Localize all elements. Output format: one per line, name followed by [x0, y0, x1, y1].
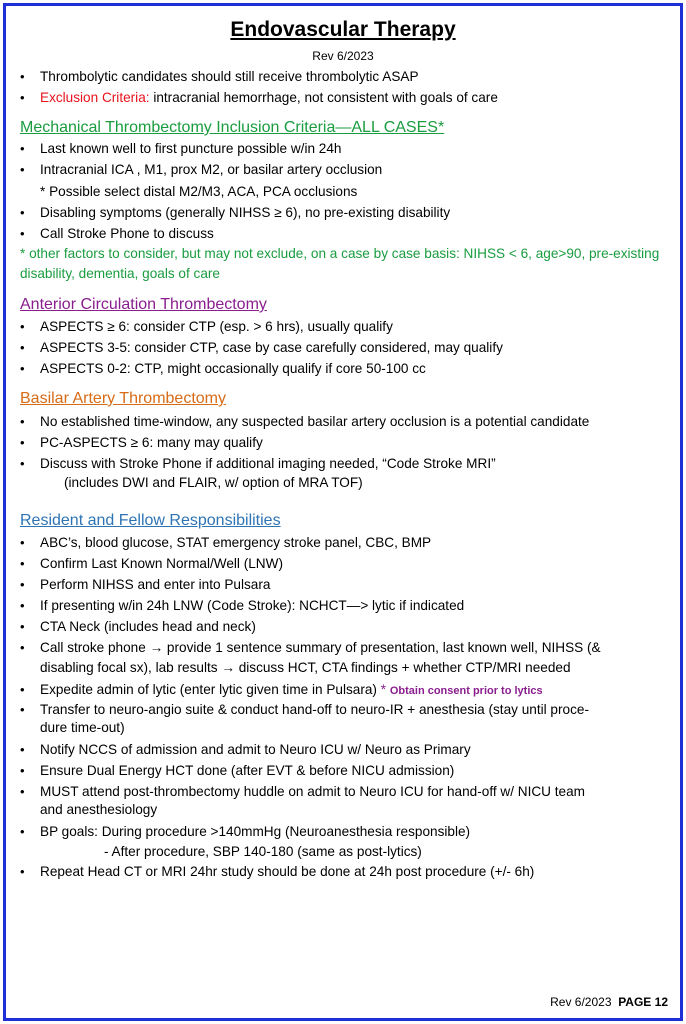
resident-item-continued: - After procedure, SBP 140-180 (same as post-lytics) [104, 844, 422, 859]
bullet-icon: • [20, 864, 25, 879]
bullet-icon: • [20, 784, 25, 799]
mech-item: Last known well to first puncture possible w/in 24h [40, 141, 342, 156]
bullet-icon: • [20, 456, 25, 471]
resident-item: CTA Neck (includes head and neck) [40, 619, 256, 634]
section-heading-mechanical: Mechanical Thrombectomy Inclusion Criteria—ALL CASES* [20, 119, 445, 136]
bullet-icon: • [20, 69, 25, 84]
bullet-icon: • [20, 205, 25, 220]
page-title: Endovascular Therapy [230, 18, 456, 41]
resident-item: Notify NCCS of admission and admit to Neuro ICU w/ Neuro as Primary [40, 742, 471, 757]
bullet-icon: • [20, 361, 25, 376]
bullet-icon: • [20, 598, 25, 613]
mech-item: Disabling symptoms (generally NIHSS ≥ 6), no pre-existing disability [40, 205, 451, 220]
bullet-icon: • [20, 162, 25, 177]
bullet-icon: • [20, 226, 25, 241]
bullet-icon: • [20, 319, 25, 334]
page-number: PAGE 12 [618, 995, 668, 1009]
bullet-icon: • [20, 763, 25, 778]
basilar-item: Discuss with Stroke Phone if additional imaging needed, “Code Stroke MRI” [40, 456, 496, 471]
resident-item: Repeat Head CT or MRI 24hr study should be done at 24h post procedure (+/- 6h) [40, 864, 535, 879]
section-heading-basilar: Basilar Artery Thrombectomy [20, 390, 226, 407]
basilar-item-continued: (includes DWI and FLAIR, w/ option of MRA TOF) [64, 475, 363, 490]
bullet-icon: • [20, 824, 25, 839]
bullet-icon: • [20, 141, 25, 156]
resident-item: Ensure Dual Energy HCT done (after EVT & before NICU admission) [40, 763, 455, 778]
asterisk-icon: * [380, 682, 390, 697]
anterior-item: ASPECTS 0-2: CTP, might occasionally qualify if core 50-100 cc [40, 361, 426, 376]
anterior-item: ASPECTS 3-5: consider CTP, case by case carefully considered, may qualify [40, 340, 503, 355]
bullet-icon: • [20, 340, 25, 355]
resident-item: MUST attend post-thrombectomy huddle on admit to Neuro ICU for hand-off w/ NICU team [40, 784, 585, 799]
bullet-icon: • [20, 577, 25, 592]
bullet-icon: • [20, 535, 25, 550]
section-heading-anterior: Anterior Circulation Thrombectomy [20, 296, 267, 313]
resident-item: BP goals: During procedure >140mmHg (Neuroanesthesia responsible) [40, 824, 471, 839]
anterior-item: ASPECTS ≥ 6: consider CTP (esp. > 6 hrs), usually qualify [40, 319, 393, 334]
resident-item: Confirm Last Known Normal/Well (LNW) [40, 556, 283, 571]
resident-item: ABC’s, blood glucose, STAT emergency stroke panel, CBC, BMP [40, 535, 432, 550]
revision-date: Rev 6/2023 [312, 49, 374, 63]
exclusion-label: Exclusion Criteria: [40, 90, 150, 105]
basilar-item: PC-ASPECTS ≥ 6: many may qualify [40, 435, 263, 450]
mech-subitem: * Possible select distal M2/M3, ACA, PCA occlusions [40, 184, 358, 199]
consent-note: Obtain consent prior to lytics [389, 685, 543, 697]
resident-item: Transfer to neuro-angio suite & conduct hand-off to neuro-IR + anesthesia (stay until proce- [40, 702, 589, 717]
footer-rev: Rev 6/2023 [550, 995, 612, 1009]
resident-item-continued: dure time-out) [40, 720, 125, 735]
bullet-icon: • [20, 640, 25, 655]
bullet-icon: • [20, 619, 25, 634]
resident-item: If presenting w/in 24h LNW (Code Stroke): NCHCT—> lytic if indicated [40, 598, 465, 613]
bullet-icon: • [20, 742, 25, 757]
bullet-icon: • [20, 90, 25, 105]
page-footer [550, 995, 668, 1009]
mech-note: * other factors to consider, but may not exclude, on a case by case basis: NIHSS < 6, age>90, pre-existing disability, dementia, goals of care [20, 246, 660, 281]
mech-item: Call Stroke Phone to discuss [40, 226, 214, 241]
basilar-item: No established time-window, any suspected basilar artery occlusion is a potential candidate [40, 414, 590, 429]
resident-item: Perform NIHSS and enter into Pulsara [40, 577, 271, 592]
intro-item-exclusion [40, 89, 498, 106]
bullet-icon: • [20, 435, 25, 450]
lytic-text: Expedite admin of lytic (enter lytic given time in Pulsara) [40, 682, 381, 697]
bullet-icon: • [20, 682, 25, 697]
bullet-icon: • [20, 414, 25, 429]
mech-item: Intracranial ICA , M1, prox M2, or basilar artery occlusion [40, 162, 383, 177]
section-heading-resident: Resident and Fellow Responsibilities [20, 512, 281, 529]
exclusion-text: intracranial hemorrhage, not consistent with goals of care [149, 90, 498, 105]
bullet-icon: • [20, 702, 25, 717]
bullet-icon: • [20, 556, 25, 571]
intro-item-thrombolytic: Thrombolytic candidates should still receive thrombolytic ASAP [40, 69, 419, 84]
resident-item: Call stroke phone → provide 1 sentence summary of presentation, last known well, NIHSS (& [40, 640, 601, 655]
resident-item-continued: disabling focal sx), lab results → discuss HCT, CTA findings + whether CTP/MRI needed [40, 660, 571, 675]
resident-item-lytic [40, 681, 543, 700]
resident-item-continued: and anesthesiology [40, 802, 158, 817]
